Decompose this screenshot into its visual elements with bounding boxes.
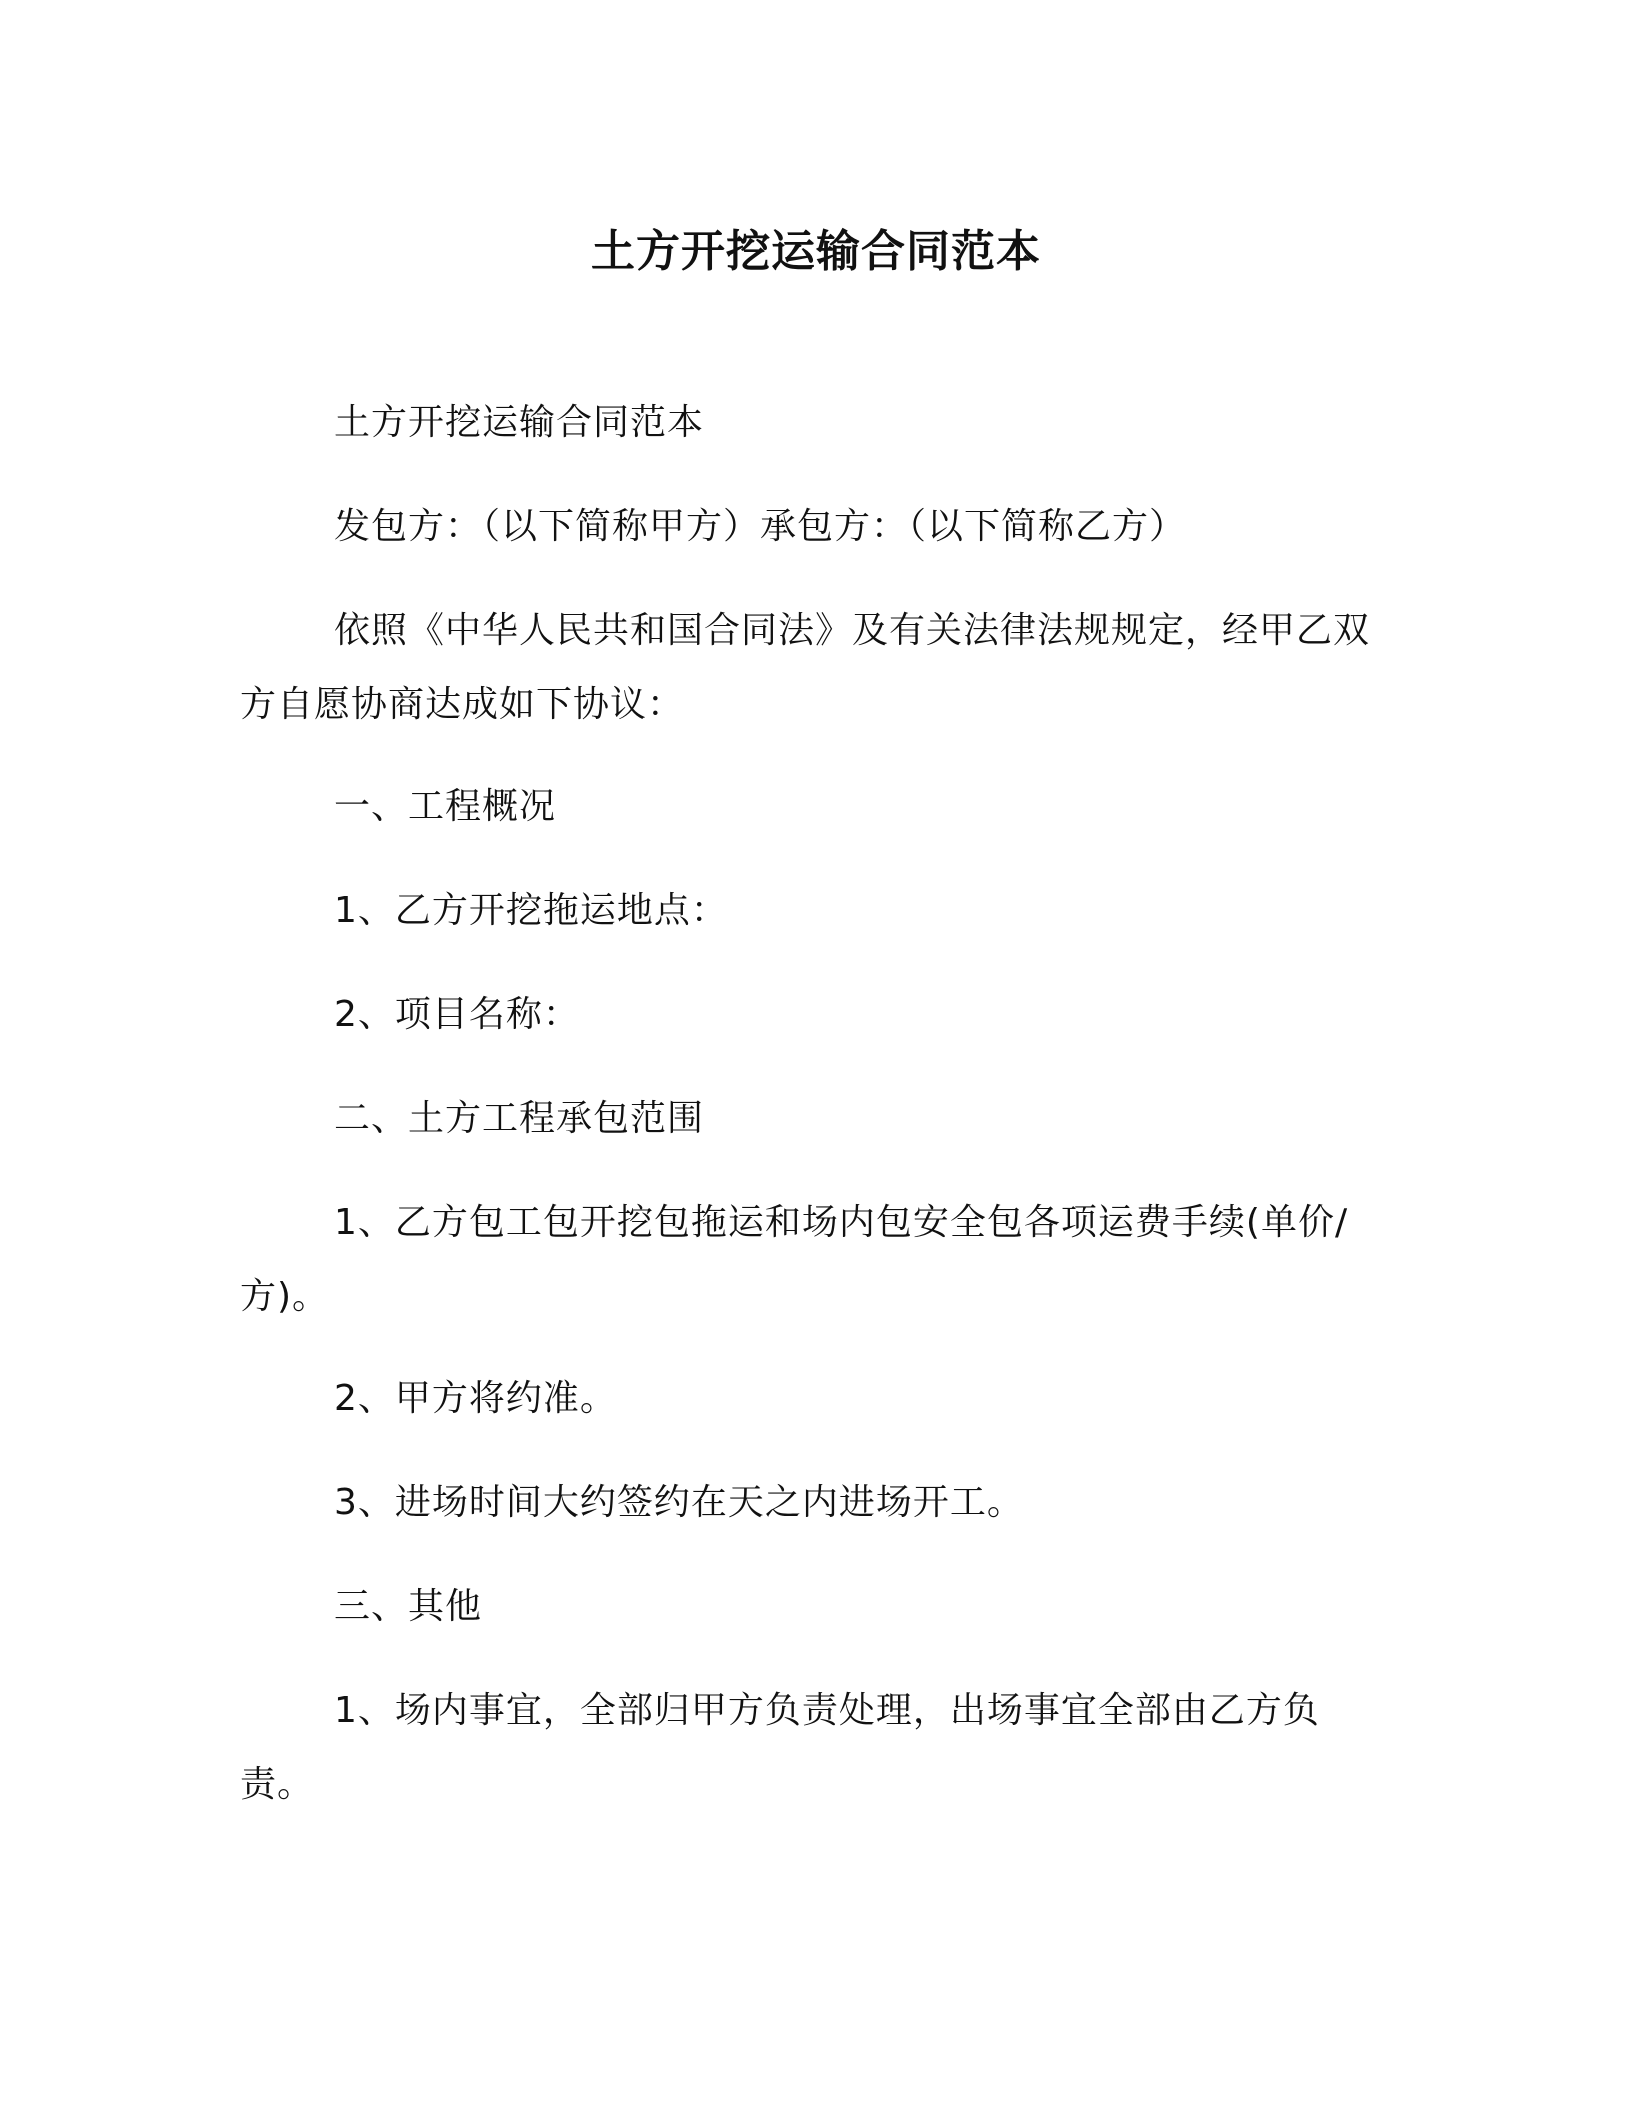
paragraph-subtitle: 土方开挖运输合同范本: [334, 402, 705, 443]
paragraph-preamble: 依照《中华人民共和国合同法》及有关法律法规规定，经甲乙双方自愿协商达成如下协议：: [240, 610, 1371, 725]
list-item: 2、甲方将约准。: [334, 1378, 617, 1419]
paragraph-parties: 发包方：（以下简称甲方）承包方：（以下简称乙方）: [334, 506, 1187, 547]
document-title: 土方开挖运输合同范本: [591, 226, 1041, 277]
list-item: 1、乙方包工包开挖包拖运和场内包安全包各项运费手续(单价/方)。: [240, 1202, 1349, 1317]
list-item: 3、进场时间大约签约在天之内进场开工。: [334, 1482, 1024, 1523]
list-item: 1、场内事宜，全部归甲方负责处理，出场事宜全部由乙方负责。: [240, 1690, 1320, 1805]
list-item: 1、乙方开挖拖运地点：: [334, 890, 728, 931]
section-heading-3: 三、其他: [334, 1586, 483, 1627]
list-item: 2、项目名称：: [334, 994, 580, 1035]
section-heading-1: 一、工程概况: [334, 786, 557, 827]
section-heading-2: 二、土方工程承包范围: [334, 1098, 705, 1139]
